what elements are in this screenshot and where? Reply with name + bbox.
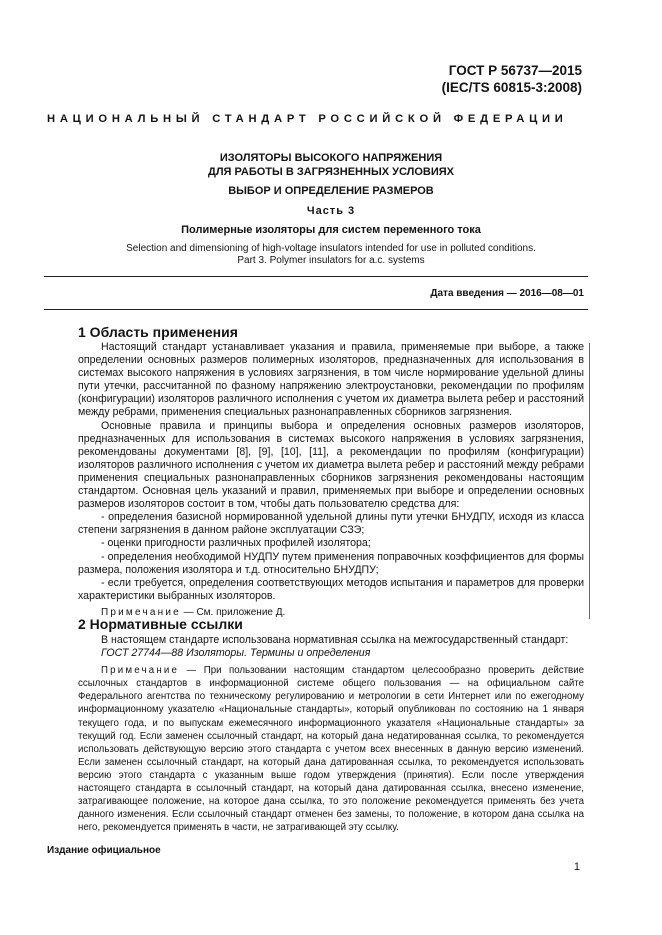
bullet-item: - определения необходимой НУДПУ путем применения поправочных коэффициентов для формы размера, положения изолятора и т.д. относительно БНУДПУ; <box>78 550 584 576</box>
section-2-paragraph-1: В настоящем стандарте использована нормативная ссылка на межгосударственный стандарт: <box>101 634 569 646</box>
note-text: — См. приложение Д. <box>180 606 286 618</box>
section-2-note <box>78 664 584 834</box>
page-number: 1 <box>573 861 580 873</box>
section-2-body <box>78 634 584 834</box>
normative-reference: ГОСТ 27744—88 Изоляторы. Термины и определения <box>101 647 371 660</box>
title-line-3: ВЫБОР И ОПРЕДЕЛЕНИЕ РАЗМЕРОВ <box>228 185 434 197</box>
title-line-2: ДЛЯ РАБОТЫ В ЗАГРЯЗНЕННЫХ УСЛОВИЯХ <box>208 166 454 178</box>
section-1-paragraph-2: Основные правила и принципы выбора и определения основных размеров изоляторов, предназначенных для использования в системах высокого напряжения в условиях загрязнения, рекомендованы документами [8], [9], [10], [11], а рекомендации по профилям (конфигурации) изоляторов различного исполнения с учетом их диаметра вылета ребер и расстояний между ребрами применения специальных разнонаправленных сборников загрязнения рекомендованы настоящим стандартом. Основная цель указаний и правил, применяемых при выборе и определении основных размеров изоляторов состоит в том, чтобы дать пользователю средства для: <box>78 419 584 511</box>
edition-label: Издание официальное <box>47 845 161 856</box>
gost-number: ГОСТ Р 56737—2015 <box>448 63 582 78</box>
note-text: — При пользовании настоящим стандартом целесообразно проверить действие ссылочных стандартов в информационной системе общего пользования — на официальном сайте Федерального агентства по техническому регулированию и метрологии в сети Интернет или по ежегодному информационному указателю «Национальные стандарты», который опубликован по состоянию на 1 января текущего года, и по выпускам ежемесячного информационного указателя «Национальные стандарты» за текущий год. Если заменен ссылочный стандарт, на который дана недатированная ссылка, то рекомендуется использовать действующую версию этого стандарта с учетом всех внесенных в данную версию изменений. Если заменен ссылочный стандарт, на который дана датированная ссылка, то рекомендуется использовать версию этого стандарта с указанным выше годом утверждения (принятия). Если после утверждения настоящего стандарта в ссылочный стандарт, на который дана датированная ссылка, внесено изменение, затрагивающее положение, на которое дана ссылка, то это положение рекомендуется применять без учета данного изменения. Если ссылочный стандарт отменен без замены, то положение, в котором дана ссылка на него, рекомендуется применять в части, не затрагивающей эту ссылку. <box>78 665 584 834</box>
english-title-line-2: Part 3. Polymer insulators for a.c. systems <box>237 255 425 266</box>
section-1-heading: 1 Область применения <box>78 324 238 340</box>
bullet-item: - если требуется, определения соответствующих методов испытания и параметров для проверки характеристики выбранных изоляторов. <box>78 576 584 602</box>
section-1-body <box>78 341 584 619</box>
part-number: Часть 3 <box>306 205 356 217</box>
bullet-item: - определения базисной нормированной удельной длины пути утечки БНУДПУ, исходя из класса степени загрязнения в данном районе эксплуатации СЗЭ; <box>78 511 584 537</box>
change-bar <box>589 343 590 619</box>
section-2-heading: 2 Нормативные ссылки <box>78 616 243 632</box>
english-title-line-1: Selection and dimensioning of high-voltage insulators intended for use in polluted conditions. <box>126 243 536 254</box>
date-introduced: Дата введения — 2016—08—01 <box>430 288 584 299</box>
note-label: Примечание <box>101 665 180 677</box>
national-standard-heading: НАЦИОНАЛЬНЫЙ СТАНДАРТ РОССИЙСКОЙ ФЕДЕРАЦИИ <box>47 113 568 125</box>
divider <box>44 309 588 310</box>
divider <box>44 276 588 277</box>
iec-number: (IEC/TS 60815-3:2008) <box>441 80 582 95</box>
bullet-item: - оценки пригодности различных профилей изолятора; <box>101 537 371 550</box>
section-1-paragraph-1: Настоящий стандарт устанавливает указания и правила, применяемые при выборе, а также определении основных размеров полимерных изоляторов, предназначенных для использования в системах высокого напряжения в условиях загрязнения, в том числе нормирование удельной длины пути утечки, рассчитанной по фазному напряжению электроустановки, рекомендации по профилям (конфигурации) изоляторов различного исполнения с учетом их диаметра вылета ребер и расстояний между ребрами, применения специальных разнонаправленных сборников загрязнения. <box>78 341 584 419</box>
note-label: Примечание <box>101 606 181 618</box>
title-line-1: ИЗОЛЯТОРЫ ВЫСОКОГО НАПРЯЖЕНИЯ <box>219 152 443 164</box>
part-title: Полимерные изоляторы для систем переменного тока <box>181 224 481 236</box>
